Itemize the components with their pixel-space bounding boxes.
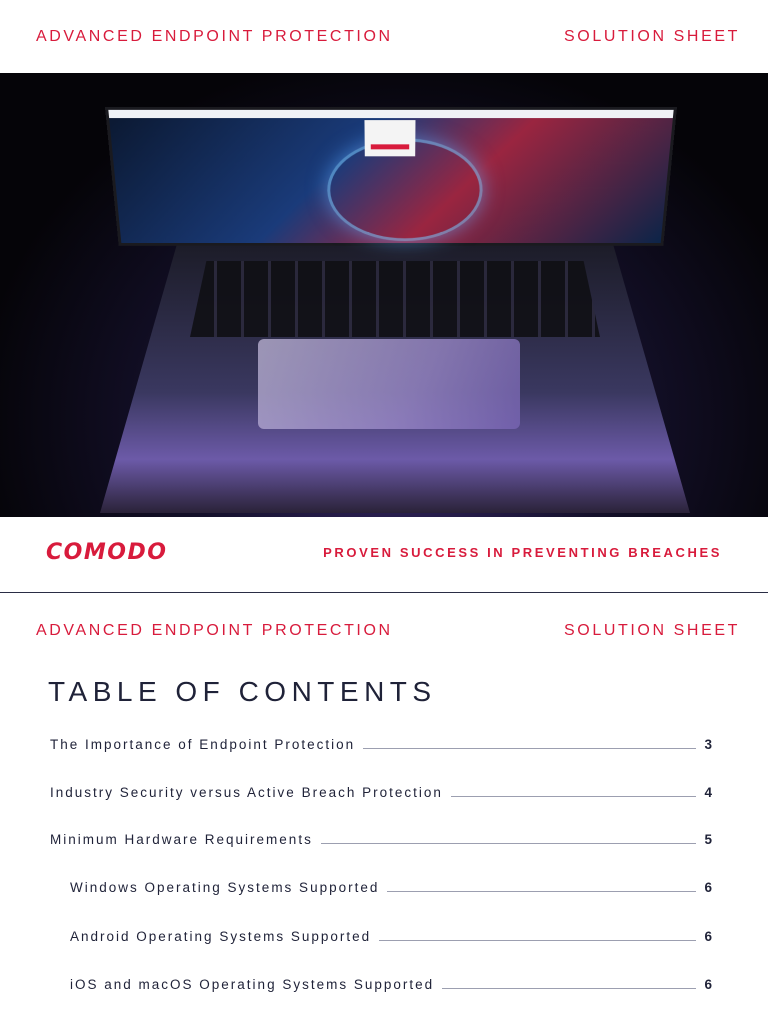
toc-entry-page: 4 — [704, 785, 714, 800]
toc-entry-page: 5 — [704, 832, 714, 847]
browser-bar — [108, 110, 673, 118]
toc-subentry[interactable] — [70, 875, 714, 895]
toc-entry-page: 6 — [704, 977, 714, 992]
toc-entry-label: Industry Security versus Active Breach Protection — [50, 785, 443, 800]
toc-entry-page: 6 — [704, 880, 714, 895]
toc-entry-label: Android Operating Systems Supported — [70, 929, 372, 944]
toc-leader — [451, 796, 696, 797]
toc-entry-label: Minimum Hardware Requirements — [50, 832, 313, 847]
header-title: ADVANCED ENDPOINT PROTECTION — [36, 622, 393, 639]
page-divider — [0, 592, 768, 593]
toc-entry-page: 6 — [704, 929, 714, 944]
login-dialog-graphic — [364, 120, 415, 156]
toc-leader — [321, 843, 696, 844]
laptop-keyboard — [190, 261, 600, 337]
toc-leader — [442, 988, 696, 989]
toc-entry[interactable] — [50, 780, 714, 800]
toc-leader — [363, 748, 696, 749]
toc-leader — [387, 891, 696, 892]
login-dialog-button-graphic — [371, 144, 409, 149]
toc-entry-label: Windows Operating Systems Supported — [70, 880, 380, 895]
toc-entry[interactable] — [50, 732, 714, 752]
toc-subentry[interactable] — [70, 972, 714, 992]
hero-laptop-image — [0, 73, 768, 517]
header-doc-type: SOLUTION SHEET — [564, 622, 740, 639]
laptop-screen — [105, 107, 677, 246]
toc-leader — [379, 940, 696, 941]
header-title: ADVANCED ENDPOINT PROTECTION — [36, 28, 393, 45]
toc-entry-page: 3 — [704, 737, 714, 752]
header-doc-type: SOLUTION SHEET — [564, 28, 740, 45]
laptop-trackpad — [258, 339, 520, 429]
toc-entry-label: The Importance of Endpoint Protection — [50, 737, 356, 752]
tagline: PROVEN SUCCESS IN PREVENTING BREACHES — [323, 545, 722, 560]
comodo-logo: COMODO — [46, 540, 168, 565]
toc-subentry[interactable] — [70, 924, 714, 944]
toc-title: TABLE OF CONTENTS — [48, 676, 437, 707]
toc-entry-label: iOS and macOS Operating Systems Supported — [70, 977, 435, 992]
toc-entry[interactable] — [50, 827, 714, 847]
